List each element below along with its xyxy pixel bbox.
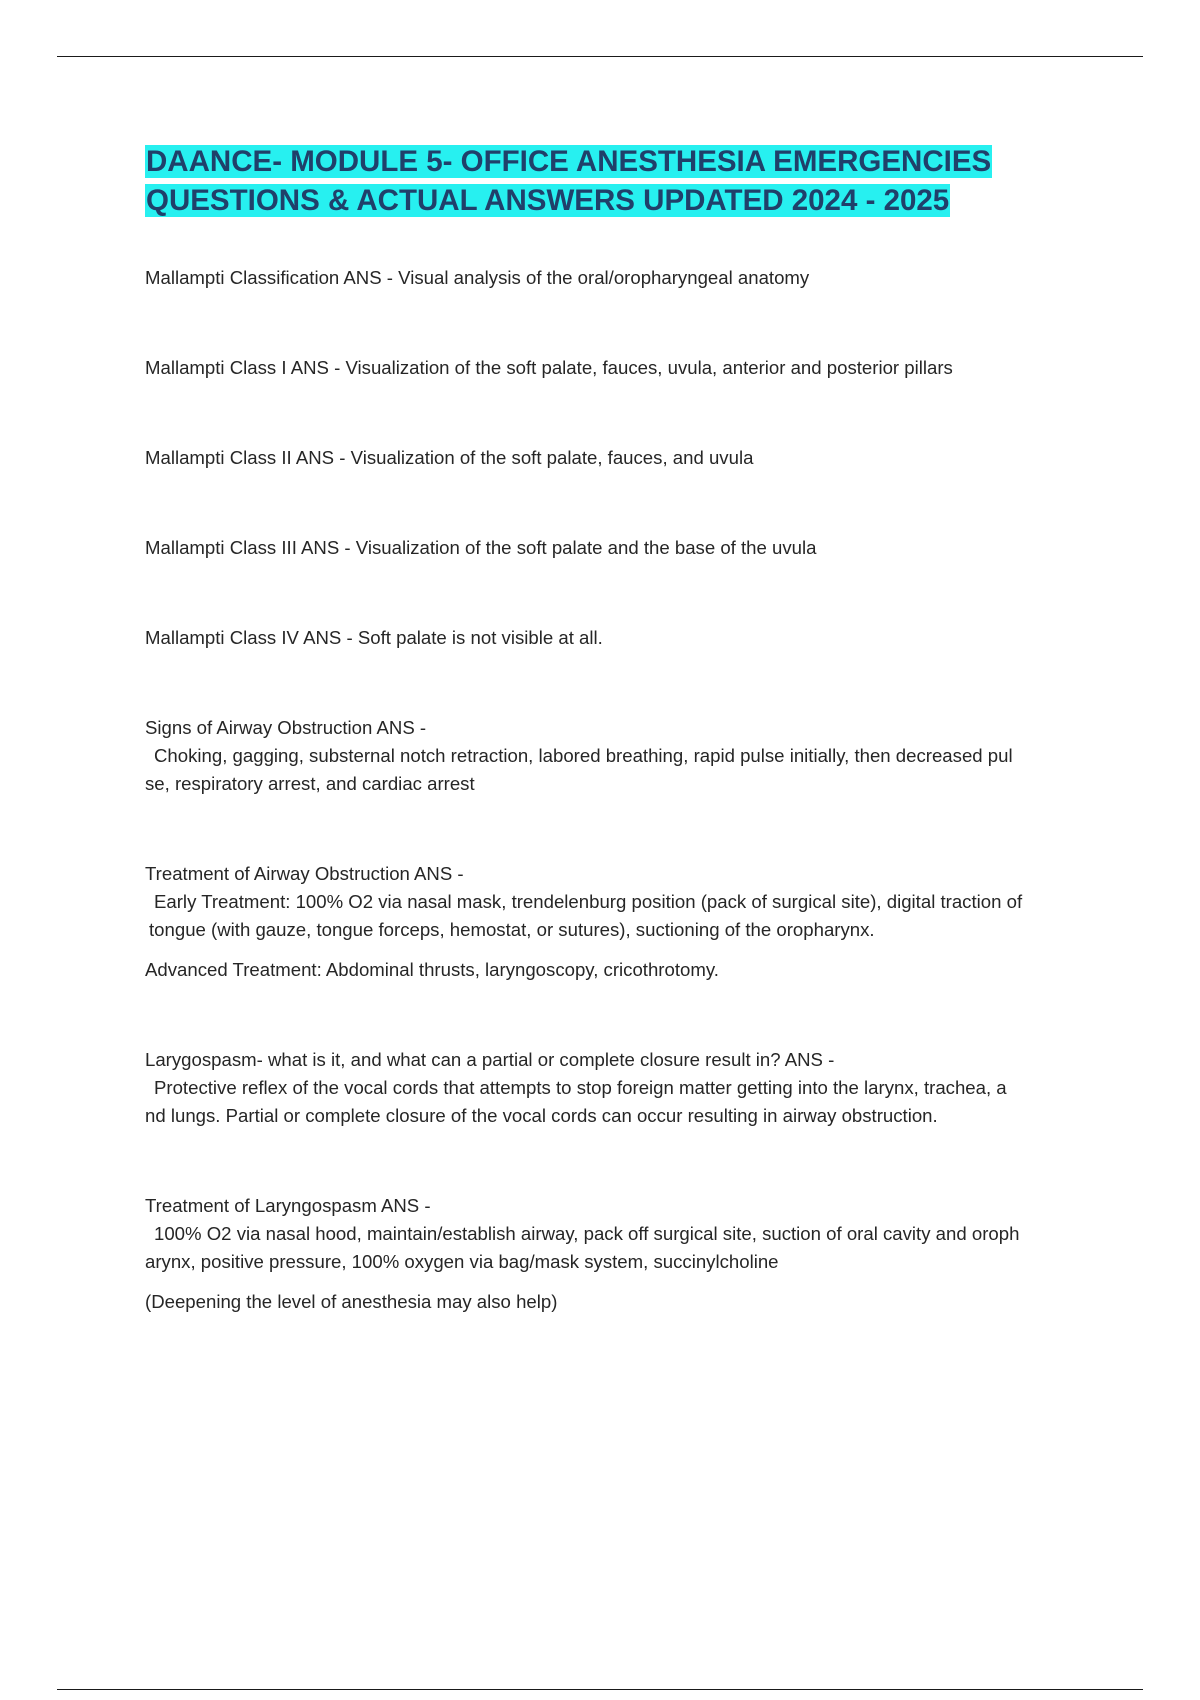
qa-item-mallampti-class-2	[145, 444, 1105, 472]
answer-extra: (Deepening the level of anesthesia may also help)	[145, 1291, 558, 1312]
qa-item-mallampti-class-3	[145, 534, 1105, 562]
answer-text-line-2: arynx, positive pressure, 100% oxygen via bag/mask system, succinylcholine	[145, 1251, 779, 1272]
answer-text: Soft palate is not visible at all.	[357, 627, 603, 648]
answer-text-line-1: Protective reflex of the vocal cords that attempts to stop foreign matter getting into the larynx, trachea, a	[154, 1077, 1007, 1098]
document-title-line-1: DAANCE- MODULE 5- OFFICE ANESTHESIA EMERGENCIES	[146, 145, 992, 178]
question-text: Mallampti Class IV ANS -	[145, 627, 358, 648]
top-rule	[57, 56, 1143, 57]
question-text: Treatment of Airway Obstruction ANS -	[145, 863, 464, 884]
question-text: Mallampti Classification ANS -	[145, 267, 399, 288]
document-title	[145, 142, 1105, 220]
answer-text-line-1: Choking, gagging, substernal notch retraction, labored breathing, rapid pulse initially, then decreased pul	[154, 745, 1013, 766]
answer-extra: Advanced Treatment: Abdominal thrusts, laryngoscopy, cricothrotomy.	[145, 959, 719, 980]
answer-text-line-2: tongue (with gauze, tongue forceps, hemostat, or sutures), suctioning of the oropharynx.	[149, 919, 875, 940]
answer-text-line-2: nd lungs. Partial or complete closure of the vocal cords can occur resulting in airway obstruction.	[145, 1105, 938, 1126]
qa-item-airway-obstruction-signs	[145, 714, 1105, 798]
qa-item-mallampti-class-4	[145, 624, 1105, 652]
answer-text-line-1: 100% O2 via nasal hood, maintain/establish airway, pack off surgical site, suction of oral cavity and oroph	[154, 1223, 1020, 1244]
question-text: Signs of Airway Obstruction ANS -	[145, 717, 427, 738]
answer-text-line-1: Early Treatment: 100% O2 via nasal mask, trendelenburg position (pack of surgical site), digital traction of	[154, 891, 1023, 912]
document-page	[145, 142, 1105, 1316]
qa-item-mallampti-class-1	[145, 354, 1105, 382]
question-text: Mallampti Class III ANS -	[145, 537, 356, 558]
question-text: Larygospasm- what is it, and what can a partial or complete closure result in? ANS -	[145, 1049, 835, 1070]
answer-text: Visual analysis of the oral/oropharyngeal anatomy	[398, 267, 810, 288]
question-text: Mallampti Class I ANS -	[145, 357, 346, 378]
document-title-line-2: QUESTIONS & ACTUAL ANSWERS UPDATED 2024 - 2025	[146, 184, 950, 217]
qa-item-mallampti-classification	[145, 264, 1105, 292]
qa-item-laryngospasm-treatment	[145, 1192, 1105, 1316]
answer-text-line-2: se, respiratory arrest, and cardiac arrest	[145, 773, 475, 794]
answer-text: Visualization of the soft palate, fauces, uvula, anterior and posterior pillars	[345, 357, 953, 378]
qa-item-laryngospasm-definition	[145, 1046, 1105, 1130]
answer-text: Visualization of the soft palate and the base of the uvula	[355, 537, 817, 558]
answer-text: Visualization of the soft palate, fauces, and uvula	[350, 447, 754, 468]
question-text: Treatment of Laryngospasm ANS -	[145, 1195, 431, 1216]
question-text: Mallampti Class II ANS -	[145, 447, 351, 468]
qa-item-airway-obstruction-treatment	[145, 860, 1105, 984]
bottom-rule	[57, 1689, 1143, 1690]
qa-list	[145, 264, 1105, 1316]
